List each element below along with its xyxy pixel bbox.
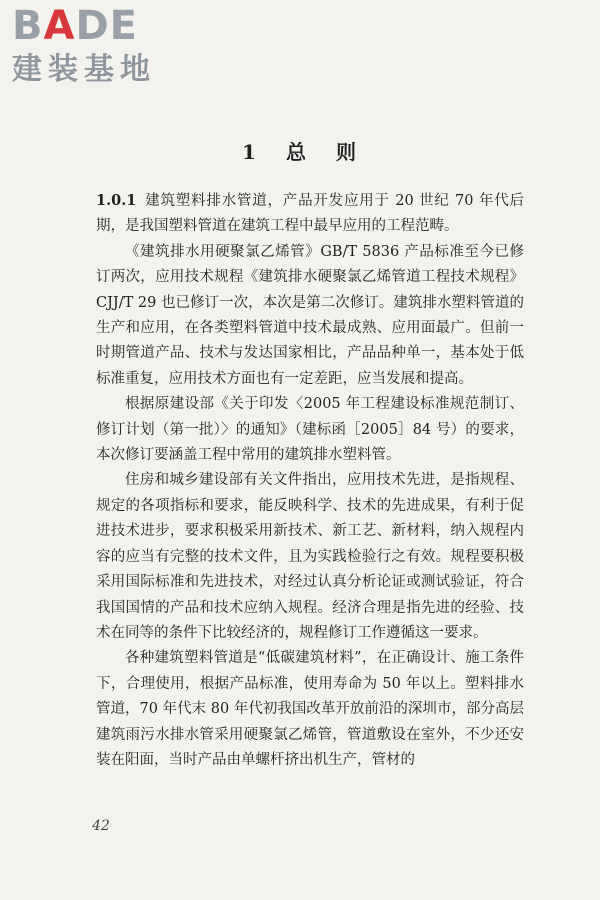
logo-subtitle: 建装基地 xyxy=(12,52,156,87)
clause-number: 1.0.1 xyxy=(96,192,137,209)
body-paragraph: 各种建筑塑料管道是“低碳建筑材料”，在正确设计、施工条件下，合理使用，根据产品标准，使用寿命为 50 年以上。塑料排水管道，70 年代末 80 年代初我国改革开放前沿的深圳市，部分高层建筑雨污水排水管采用硬聚氯乙烯管，管道敷设在室外，不少还安装在阳面，当时产品由单螺杆挤出机生产，管材的 xyxy=(96,650,524,768)
page-number: 42 xyxy=(92,818,110,834)
body-paragraph: 住房和城乡建设部有关文件指出，应用技术先进，是指规程、规定的各项指标和要求，能反映科学、技术的先进成果，有利于促进技术进步，要求积极采用新技术、新工艺、新材料，纳入规程内容的应当有完整的技术文件，且为实践检验行之有效。规程要积极采用国际标准和先进技术，对经过认真分析论证或测试验证，符合我国国情的产品和技术应纳入规程。经济合理是指先进的经验、技术在同等的条件下比较经济的，规程修订工作遵循这一要求。 xyxy=(96,472,524,641)
chapter-title-part1: 总 xyxy=(285,140,308,164)
page-body xyxy=(96,188,524,773)
chapter-title xyxy=(0,136,600,165)
chapter-number: 1 xyxy=(242,140,258,164)
clause-paragraph xyxy=(96,188,524,240)
body-paragraph: 《建筑排水用硬聚氯乙烯管》GB/T 5836 产品标准至今已修订两次，应用技术规程《建筑排水硬聚氯乙烯管道工程技术规程》CJJ/T 29 也已修订一次，本次是第二次修订。建筑排水塑料管道的生产和应用，在各类塑料管道中技术最成熟、应用面最广。但前一时期管道产品、技术与发达国家相比，产品品种单一，基本处于低标准重复，应用技术方面也有一定差距，应当发展和提高。 xyxy=(96,243,524,387)
body-paragraph: 根据原建设部《关于印发〈2005 年工程建设标准规范制订、修订计划（第一批）〉的通知》（建标函［2005］84 号）的要求，本次修订要涵盖工程中常用的建筑排水塑料管。 xyxy=(96,396,524,464)
clause-text: 建筑塑料排水管道，产品开发应用于 20 世纪 70 年代后期，是我国塑料管道在建筑工程中最早应用的工程范畴。 xyxy=(96,193,524,235)
logo-wordmark: BADE xyxy=(12,3,138,49)
logo-accent-letter: A xyxy=(43,3,76,49)
brand-logo xyxy=(12,4,182,94)
chapter-title-part2: 则 xyxy=(335,140,358,164)
